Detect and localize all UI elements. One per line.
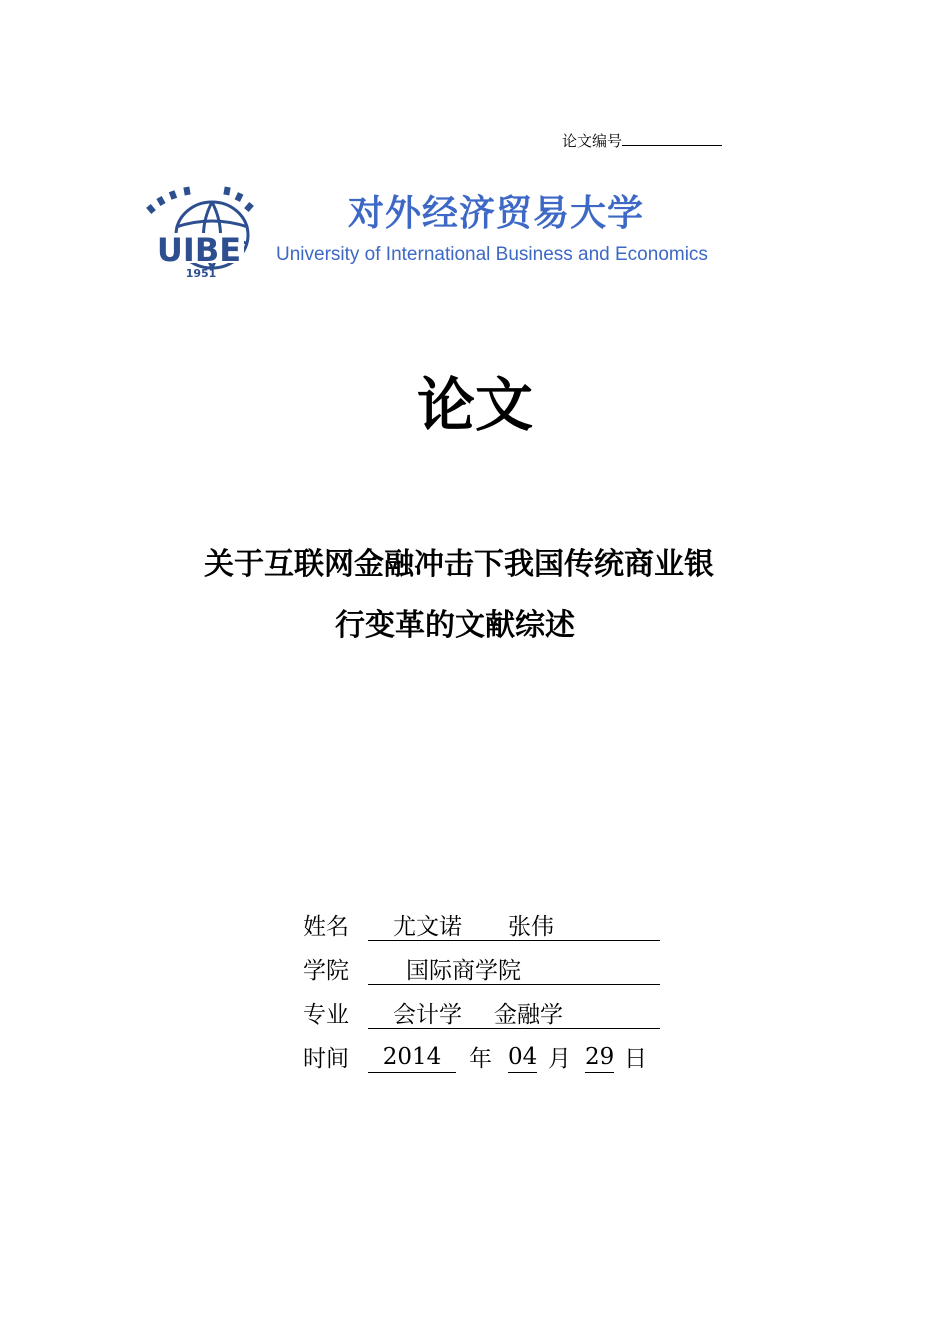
major-value-field <box>368 998 660 1029</box>
thesis-title-line-1: 关于互联网金融冲击下我国传统商业银 <box>204 547 714 582</box>
logo-year: 1951 <box>185 267 217 280</box>
university-name-en: University of International Business and Economics <box>276 244 708 265</box>
date-day: 29 <box>585 1042 614 1073</box>
paper-number-field <box>562 131 722 151</box>
info-row-school <box>303 954 521 988</box>
author-name-2: 张伟 <box>508 914 554 940</box>
date-label: 时间 <box>303 1046 349 1072</box>
author-name-1: 尤文诺 <box>393 914 462 940</box>
school-value: 国际商学院 <box>406 958 521 984</box>
date-year: 2014 <box>368 1042 456 1073</box>
major-label: 专业 <box>303 1002 349 1028</box>
date-day-unit: 日 <box>624 1046 647 1072</box>
school-value-field <box>368 954 660 985</box>
major-value-2: 金融学 <box>494 1002 563 1028</box>
date-month-unit: 月 <box>548 1046 571 1072</box>
name-label: 姓名 <box>303 914 349 940</box>
date-month: 04 <box>508 1042 537 1073</box>
name-value-field <box>368 910 660 941</box>
paper-number-blank <box>622 131 722 146</box>
thesis-title-line-2: 行变革的文献综述 <box>335 608 575 643</box>
info-row-date <box>303 1042 663 1076</box>
major-value-1: 会计学 <box>393 1002 462 1028</box>
info-row-major <box>303 998 563 1032</box>
uibe-logo-icon <box>140 175 260 290</box>
logo-letters: UIBE <box>156 231 242 269</box>
document-type-heading: 论文 <box>416 371 533 439</box>
university-name-cn: 对外经济贸易大学 <box>348 193 645 234</box>
university-logo <box>140 175 260 290</box>
date-year-unit: 年 <box>469 1046 492 1072</box>
school-label: 学院 <box>303 958 349 984</box>
paper-number-label: 论文编号 <box>562 132 623 150</box>
info-row-name <box>303 910 554 944</box>
